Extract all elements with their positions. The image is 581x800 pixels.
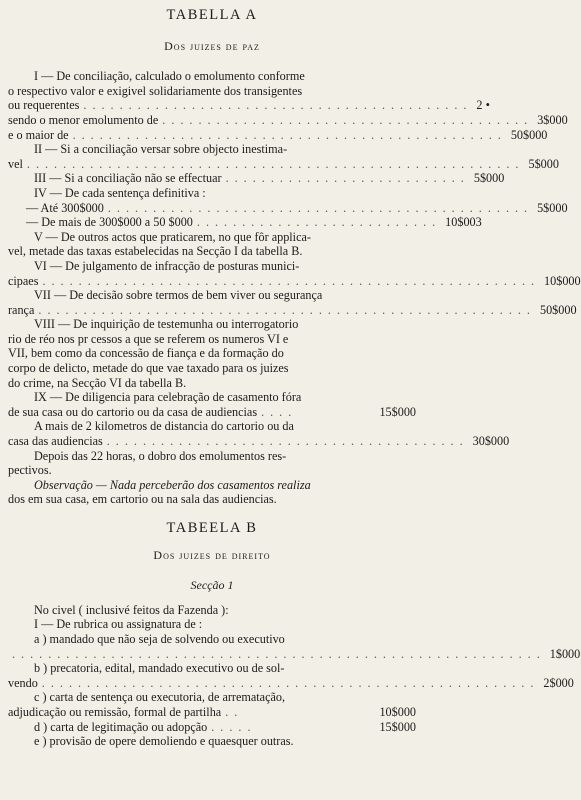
row-amount: 15$000 [379, 404, 416, 419]
row-amount: 3$000 [537, 112, 568, 127]
amount-row [8, 200, 568, 216]
leader-dots: ......................................... [162, 112, 534, 127]
amount-row [8, 98, 490, 113]
row-amount: 30$000 [472, 434, 510, 449]
row-amount: 50$000 [539, 302, 577, 317]
text-line: a ) mandado que não seja de solvendo ou executivo [34, 631, 285, 646]
text-line: Depois das 22 horas, o dobro dos emolumentos res- [34, 448, 287, 463]
amount-row [8, 215, 482, 230]
leader-dots: ........................................................... [12, 646, 546, 661]
row-label: vendo [8, 675, 38, 690]
leader-dots: ............................................... [107, 200, 534, 215]
text-line: VI — De julgamento de infracção de posturas munici- [34, 258, 300, 273]
row-label: rança [8, 302, 35, 317]
row-label: adjudicação ou remissão, formal de partilha [8, 704, 222, 719]
text-line: c ) carta de sentença ou executoria, de arrematação, [34, 690, 286, 705]
amount-row [8, 405, 416, 420]
row-amount: 1$000 [549, 646, 581, 661]
row-amount: 10$003 [445, 215, 482, 230]
text-line: vel, metade das taxas estabelecidas na Secção I da tabella B. [8, 244, 303, 259]
leader-dots: ........................................... [83, 98, 473, 113]
row-label: ou requerentes [8, 98, 80, 113]
row-label: casa das audiencias [8, 434, 103, 449]
row-label: d ) carta de legitimação ou adopção [34, 719, 208, 734]
amount-row [8, 434, 510, 449]
amount-row [8, 273, 581, 289]
text-line: b ) precatoria, edital, mandado executivo ou de sol- [34, 661, 285, 676]
text-line: o respectivo valor e exigivel solidariamente dos transigentes [8, 83, 303, 98]
text-line: II — Si a conciliação versar sobre objecto inestima- [34, 142, 288, 157]
amount-row [8, 705, 416, 720]
text-line: dos em sua casa, em cartorio ou na sala das audiencias. [8, 492, 277, 507]
amount-row [8, 156, 559, 172]
row-label: e o maior de [8, 127, 69, 142]
row-label: III — Si a conciliação não se effectuar [34, 171, 222, 186]
observation-line [8, 478, 416, 493]
amount-row [8, 720, 416, 735]
leader-dots: .. [225, 704, 244, 719]
row-amount: 50$000 [510, 127, 548, 142]
amount-row [8, 127, 548, 143]
text-line: A mais de 2 kilometros de distancia do cartorio ou da [34, 419, 294, 434]
row-label: — Até 300$000 [26, 200, 104, 215]
amount-row [8, 112, 568, 128]
amount-row [8, 302, 577, 318]
text-line: e ) provisão de opere demoliendo e quaesquer outras. [34, 734, 294, 749]
leader-dots: ........................... [196, 215, 442, 230]
text-line: VII — De decisão sobre termos de bem viver ou segurança [34, 288, 323, 303]
text-line: IV — De cada sentença definitiva : [34, 185, 206, 200]
leader-dots: ........................... [225, 171, 470, 186]
row-label: de sua casa ou do cartorio ou da casa de audiencias [8, 404, 258, 419]
row-amount: 2 • [476, 98, 490, 113]
section-title: Secção 1 [190, 578, 234, 593]
text-line: VII, bem como da concessão de fiança e da formação do [8, 346, 284, 361]
row-amount: 2$000 [543, 675, 574, 690]
text-line: rio de réo nos pr cessos a que se referem os numeros VI e [8, 331, 289, 346]
amount-row [8, 675, 574, 691]
amount-row [8, 171, 505, 186]
tabela-b-subtitle: Dos juizes de direito [153, 547, 271, 562]
row-label: cipaes [8, 273, 39, 288]
tabela-a-title: TABELLA A [166, 7, 258, 23]
text-line: IX — De diligencia para celebração de casamento fóra [34, 390, 302, 405]
row-amount: 15$000 [379, 719, 416, 734]
row-label: vel [8, 156, 23, 171]
leader-dots: ....................................................... [41, 675, 540, 690]
leader-dots: .... [261, 404, 298, 419]
leader-dots: ........................................ [106, 434, 469, 449]
tabela-a-subtitle: Dos juizes de paz [164, 38, 260, 53]
text-line: No civel ( inclusivé feitos da Fazenda ): [34, 602, 229, 617]
text-line: V — De outros actos que praticarem, no que fôr applica- [34, 229, 311, 244]
text-line: VIII — De inquirição de testemunha ou interrogatorio [34, 317, 299, 332]
tabela-b-title: TABEELA B [166, 520, 258, 536]
text-line: Observação — Nada perceberão dos casamentos realiza [34, 477, 311, 492]
leader-dots: ....................................................... [38, 302, 536, 317]
text-line: do crime, na Secção VI da tabella B. [8, 375, 187, 390]
leader-dots: ....................................................... [42, 273, 541, 288]
text-line: corpo de delicto, metade do que vae taxado para os juizes [8, 361, 289, 376]
text-line: pectivos. [8, 463, 52, 478]
row-amount: 10$000 [544, 273, 581, 288]
amount-row [8, 646, 581, 662]
row-amount: 5$000 [537, 200, 568, 215]
text-line: I — De conciliação, calculado o emolumento conforme [34, 69, 305, 84]
leader-dots: ................................................ [72, 127, 507, 142]
leader-dots: ....................................................... [26, 156, 525, 171]
row-label: sendo o menor emolumento de [8, 112, 159, 127]
text-line: I — De rubrica ou assignatura de : [34, 617, 203, 632]
leader-dots: ..... [211, 719, 257, 734]
row-amount: 5$000 [528, 156, 559, 171]
row-amount: 10$000 [379, 704, 416, 719]
row-amount: 5$000 [473, 171, 505, 186]
row-label: — De mais de 300$000 a 50 $000 [26, 215, 193, 230]
